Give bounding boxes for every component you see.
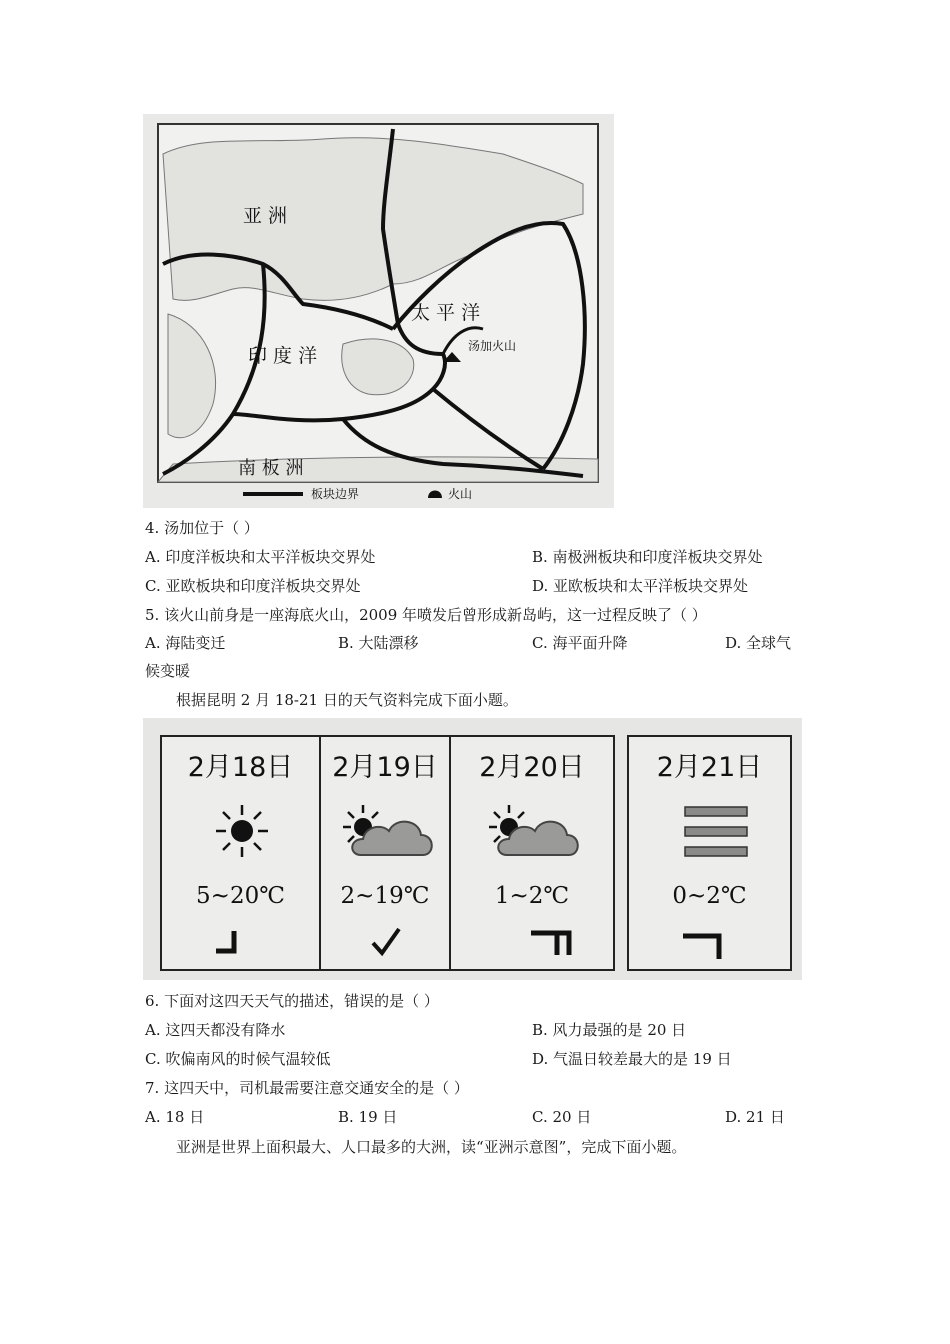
wind-direction-icon <box>679 931 723 961</box>
label-antarctica: 南 板 洲 <box>238 458 304 479</box>
weather-day-3-temp: 1~2℃ <box>494 883 570 909</box>
q4-option-b: B. 南极洲板块和印度洋板块交界处 <box>532 548 763 566</box>
sun-cloud-icon <box>335 799 439 863</box>
q5-option-a: A. 海陆变迁 <box>145 634 226 652</box>
q7-stem: 7. 这四天中，司机最需要注意交通安全的是（ ） <box>145 1079 469 1097</box>
q4-option-c: C. 亚欧板块和印度洋板块交界处 <box>145 577 361 595</box>
legend-boundary-label: 板块边界 <box>311 487 360 501</box>
check-icon <box>369 925 403 959</box>
q7-option-b: B. 19 日 <box>338 1108 398 1126</box>
weather-day-2-temp: 2~19℃ <box>340 883 430 909</box>
q4-option-d: D. 亚欧板块和太平洋板块交界处 <box>532 577 749 595</box>
sun-cloud-icon <box>481 799 585 863</box>
q4-option-a: A. 印度洋板块和太平洋板块交界处 <box>145 548 376 566</box>
q6-option-a: A. 这四天都没有降水 <box>145 1021 286 1039</box>
q4-stem: 4. 汤加位于（ ） <box>145 519 259 537</box>
weather-day-4-temp: 0~2℃ <box>672 883 747 909</box>
q7-option-a: A. 18 日 <box>145 1108 205 1126</box>
q5-option-d-continued: 候变暖 <box>145 662 191 680</box>
weather-forecast <box>143 718 802 980</box>
weather-day-4 <box>627 735 792 971</box>
legend-volcano-label: 火山 <box>448 487 473 501</box>
weather-day-4-date: 2月21日 <box>656 752 763 783</box>
q6-option-b: B. 风力最强的是 20 日 <box>532 1021 687 1039</box>
weather-day-1 <box>160 735 321 971</box>
q6-option-d: D. 气温日较差最大的是 19 日 <box>532 1050 732 1068</box>
q5-stem: 5. 该火山前身是一座海底火山，2009 年喷发后曾形成新岛屿，这一过程反映了（ ） <box>145 606 707 624</box>
plate-map <box>143 114 614 508</box>
weather-day-2 <box>319 735 451 971</box>
q5-option-d: D. 全球气 <box>725 634 792 652</box>
weather-day-1-temp: 5~20℃ <box>196 883 285 909</box>
q6-stem: 6. 下面对这四天天气的描述，错误的是（ ） <box>145 992 439 1010</box>
label-indian-ocean: 印 度 洋 <box>248 345 318 367</box>
q6-option-c: C. 吹偏南风的时候气温较低 <box>145 1050 331 1068</box>
q7-option-c: C. 20 日 <box>532 1108 592 1126</box>
wind-direction-icon <box>527 927 573 957</box>
wind-direction-icon <box>212 927 244 959</box>
plate-map-drawing <box>143 114 614 508</box>
sun-icon <box>210 799 274 863</box>
label-tonga-volcano: 汤加火山 <box>468 339 517 353</box>
weather-day-1-date: 2月18日 <box>187 752 294 783</box>
asia-intro: 亚洲是世界上面积最大、人口最多的大洲，读“亚洲示意图”，完成下面小题。 <box>176 1138 687 1156</box>
fog-icon <box>681 803 751 859</box>
weather-day-3 <box>449 735 615 971</box>
label-pacific: 太 平 洋 <box>411 302 481 324</box>
q5-option-b: B. 大陆漂移 <box>338 634 419 652</box>
q5-option-c: C. 海平面升降 <box>532 634 628 652</box>
legend-volcano-icon <box>428 491 442 499</box>
weather-day-3-date: 2月20日 <box>479 752 585 783</box>
q7-option-d: D. 21 日 <box>725 1108 785 1126</box>
weather-day-2-date: 2月19日 <box>332 752 438 783</box>
label-asia: 亚 洲 <box>243 205 288 227</box>
weather-intro: 根据昆明 2 月 18-21 日的天气资料完成下面小题。 <box>176 691 518 709</box>
